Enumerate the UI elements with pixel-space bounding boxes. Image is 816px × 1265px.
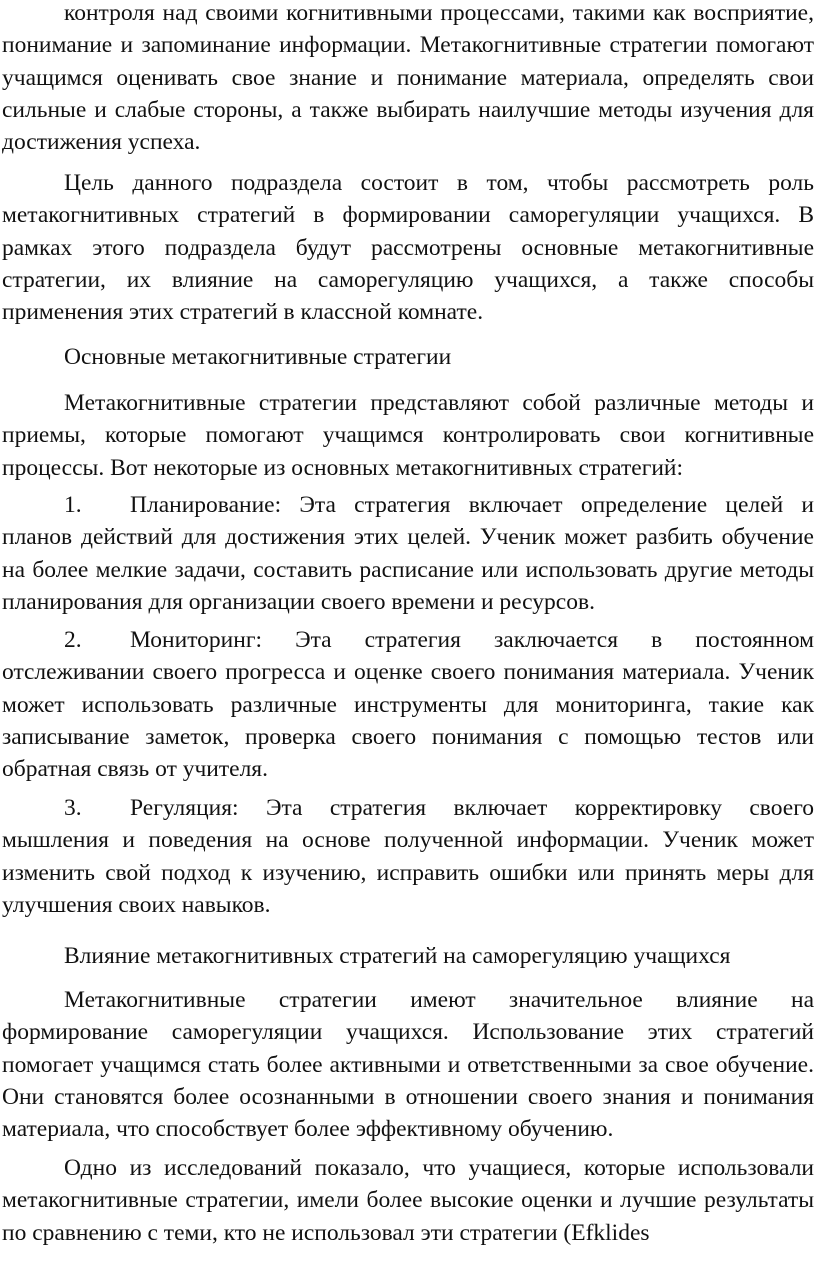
paragraph-influence: Метакогнитивные стратегии имеют значительное влияние на формирование саморегуляции учащихся. Использование этих стратегий помогает учащимся стать более активными и ответственными за свое обучение. Они становятся более осознанными в отношении своего знания и понимания материала, что способствует более эффективному обучению. [2,987,814,1143]
list-number: 3. [64,795,82,821]
heading-influence: Влияние метакогнитивных стратегий на саморегуляцию учащихся [64,943,731,969]
list-item-text: Регуляция: Эта стратегия включает корректировку своего мышления и поведения на основе полученной информации. Ученик может изменить свой подход к изучению, исправить ошибки или принять меры для улучшения своих навыков. [2,795,814,918]
list-item-text: Планирование: Эта стратегия включает определение целей и планов действий для достижения этих целей. Ученик может разбить обучение на более мелкие задачи, составить расписание или использовать другие методы планирования для организации своего времени и ресурсов. [2,492,814,615]
paragraph-research: Одно из исследований показало, что учащиеся, которые использовали метакогнитивные стратегии, имели более высокие оценки и лучшие результаты по сравнению с теми, кто не использовал эти стратегии (Efklides [2,1155,814,1246]
list-item-planning [0,489,816,618]
paragraph-intro-continuation: контроля над своими когнитивными процессами, такими как восприятие, понимание и запоминание информации. Метакогнитивные стратегии помогают учащимся оценивать свое знание и понимание материала, определять свои сильные и слабые стороны, а также выбирать наилучшие методы изучения для достижения успеха. [2,0,814,156]
list-number: 1. [64,492,82,518]
list-item-text: Мониторинг: Эта стратегия заключается в постоянном отслеживании своего прогресса и оценке своего понимания материала. Ученик может использовать различные инструменты для мониторинга, такие как записывание заметок, проверка своего понимания с помощью тестов или обратная связь от учителя. [2,627,814,783]
paragraph-goal: Цель данного подраздела состоит в том, чтобы рассмотреть роль метакогнитивных стратегий в формировании саморегуляции учащихся. В рамках этого подраздела будут рассмотрены основные метакогнитивные стратегии, их влияние на саморегуляцию учащихся, а также способы применения этих стратегий в классной комнате. [2,170,814,326]
heading-main-strategies: Основные метакогнитивные стратегии [64,344,452,370]
list-item-monitoring [0,624,816,785]
paragraph-metacognitive-definition: Метакогнитивные стратегии представляют собой различные методы и приемы, которые помогают учащимся контролировать свои когнитивные процессы. Вот некоторые из основных метакогнитивных стратегий: [2,390,814,481]
list-number: 2. [64,627,82,653]
list-item-regulation [0,792,816,921]
